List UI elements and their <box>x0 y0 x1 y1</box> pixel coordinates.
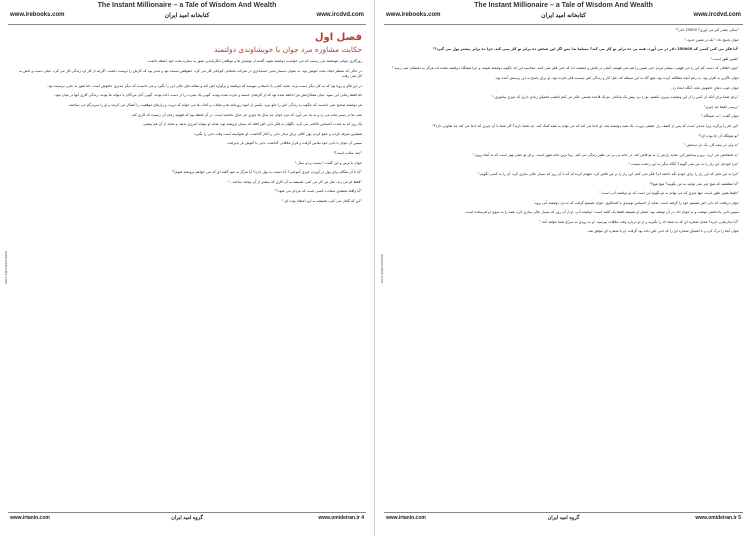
paragraph: جوان با ترس و لرز گفت: "بیست و دو سال." <box>294 160 362 165</box>
paragraph: جوان آنجا را ترک کرد و با اشتیاق شماره ای را که دایی اش داده بود گرفت. او با شماره ای موفق شد. <box>587 229 739 234</box>
footer-link-left[interactable]: www.irtanin.com <box>386 515 426 521</box>
paragraph: در این فکر و رویا بود که به کار دیگر دست بزند. شاید کتابی یا داستانی بنویسد که دولتمند و پرآوازه اش کند و نشانه های مالی این را بگیرد و می دانست که دیگر مدیری خاموش است. اما هنوز به جایی نرسیده بود. <box>47 83 362 88</box>
footer-group-name: گروه امید ایران <box>547 515 580 521</box>
paragraph: "فقط ام می زند، مثل هر کار می کنی، همیشه به آن کاری که بیشتر از آن پیچاند ساخته..." <box>227 179 362 184</box>
footer-group-name: گروه امید ایران <box>171 515 203 521</box>
paragraph: "به امتحانش می ارزد. برو و پیدایش کن. شاید رازش را به تو فاش کند. در خانه بی بی تی نظیر زندگی می کند. زیبا ترین خانه شهر است. برای تو خیلی بهتر است که به آنجا بروی." <box>472 152 739 157</box>
page-number: 4 <box>361 515 364 521</box>
paragraph: "چرا خودتان این راز را به من نمی گویید؟ آنگاه دیگر به این زحمت نیست." <box>628 162 739 167</box>
header-library-name: کتابخانه امید ایران <box>164 13 210 19</box>
paragraph: جوان پاسخ داد: "بله در همین حدود." <box>684 37 739 42</box>
paragraph: جوان ناگزیر به اقرار بود. به رغم آنچه مطالعه کرده بود، هیچ گاه به این مسئله که دلیل کار و زندگی اش چیست فکر نکرده بود. او برای پاسخ به این پرسش آمده بود. <box>494 75 739 80</box>
paragraph: روزگاری جوانی هوشمند می زیست که می خواست دولتمند شود، آکنده از ثومیدی ها و مواقعی انکارناپذیر، هنوز به ستاره بخت خود اعتقاد داشت. <box>146 59 362 63</box>
paragraph: جوان دریافت که دایی اش تصمیم خود را گرفته است. شاید از احساس نومیدی یا کنجکاوی، جوان تصمیم گرفت که به نزد دولتمند آنی برود. <box>533 200 739 205</box>
paragraph: "آیا مطمئنید که هیچ چیز نمی توانید به من بگویید؟ هیچ هیچ؟" <box>649 181 739 186</box>
paragraph: در حالی که منتظر ایجاد بخت خویش بود، به عنوان دستیار مدیر حسابداری در شرکت تبلیغاتی کوچکی کار می کرد. حقوقش بسنده بود و مدیر بود که کارش را دوست داشت. اگرچه از کار او، زندگی کار می کرد. خیلی دست و دلش به کار نمی رفت. <box>18 68 362 79</box>
paragraph: "مرا به این دلیل که این راز را برای خودم نگه داشته ام؟ فکر نمی کنم. این راز را بر من فاش کرد. تعهدم کرده ام که تا آن روز که بسیار عالی سازی کرد، آن را به کسی نگویم." <box>477 171 739 176</box>
paragraph: "آیا دیدارهایی دارید؟ همان شماره ای که به شما داد را بگیرید و از او درباره وقت ملاقات بپرسید. او به زودی به سراغ شما خواهد آمد." <box>539 219 739 224</box>
footer-right <box>695 515 741 521</box>
paragraph: "برای شما برای آنکه آن کس را از این وضعیت بیرون بکشم، تو را برد پیش یک بانکدار. تو یک قاعده هستی. فکر می کنم امشب اشتیاق زیادی داری که چیزی بیاموزی." <box>491 95 739 100</box>
header-link-right[interactable]: www.ircdvd.com <box>316 12 364 18</box>
paragraph: "سالی چقدر گیر می آوری؟ 25000 دلار؟" <box>675 28 739 32</box>
chapter-subtitle: حکایت مشاوره مرد جوان با خویشاوندی دولتمند <box>213 45 362 54</box>
footer-link-left[interactable]: www.irtanin.com <box>10 515 50 521</box>
paragraph: همچنین صرفه کردن و جمع کردن پول کافی برای دیدار دایی را کنار گذاشت. او نخواسته است وقت دایی را بگیرد. <box>193 131 362 136</box>
page-header <box>0 0 374 26</box>
paragraph: "آیا فکر می کنی کسی که 250000 دلار در می آورد، همه بی ده برابر تو کار می کند؟ مسلما نه! پس اگر این شخص ده برابر تو کار نمی کند، چرا ده برابر بیشتر پول می گیرد؟" <box>432 47 739 52</box>
page-header <box>376 0 751 26</box>
header-link-left[interactable]: www.irebooks.com <box>386 12 441 18</box>
paragraph: "آیا تا آن هنگام برای پول در آوردن چیزی آموختی؟ آیا دستت به پول دارد؟ آیا هرگز به خود گفته ای که می خواهم ثروتمند شوم؟" <box>171 170 362 175</box>
header-link-right[interactable]: www.ircdvd.com <box>693 12 741 18</box>
header-library-name: کتابخانه امید ایران <box>541 13 586 19</box>
paragraph: "این که گمان می کنی، همیشه به این اعتقاد بوده ای." <box>281 198 362 203</box>
header-divider <box>8 24 366 25</box>
footer-link-right[interactable]: www.omideiran.ir <box>318 515 360 521</box>
paragraph: "تو هیچگاه آن جا بوده ای؟" <box>697 133 739 138</box>
paragraph: "نه ولی در نیمه کار، یک بار دیدمش." <box>683 143 739 148</box>
footer-divider <box>8 512 366 513</box>
page-footer <box>10 515 364 527</box>
paragraph: اما فقط رهایی این سود: میان همکارانش نیز احاطه شده بود که از کارشان خسته و دلزده شده بودند. گویی یک بعیرت را از دست داده بودند. گویی آنان مردگان یا دیوانه ها بودند. زندگی کاری آنها در میان نبود. <box>54 93 362 98</box>
side-watermark: www.ircdvd.com <box>380 253 385 283</box>
page-footer <box>386 515 741 527</box>
paragraph: یک روز که به شدت احساس ناکامی می کرد، ناگهان به فکر دایی اش افتاد که بسیار ثروتمند بود. شاید او بتواند اندرزی بدهد. و شاید از آن هم بیشتر. <box>142 122 362 127</box>
paragraph: "پرسی دقیقا چه چیزی" <box>703 104 739 109</box>
paragraph: "چون اتفاقی که دست کم این را می فهمی، بیشتر مردم حتی همین را هم نمی فهمند. آنقدر در تلاش و مشقت اند که حتی فکر نمی کنند. محاسبه این که چگونه دولتمند شوند، و چرا هیچگاه دولتمند نشده اند هرگز به ذهنشان نمی رسد." <box>391 66 739 71</box>
paragraph: "این نام را برگزید زیرا مدعی است که پس از کشف راز حقیقی ثروت، یک شبه دولتمند شد. او ادعا می کند که می تواند به همه کمک کند. چه شما دارید؟ کار شما با آن چیزی که ادعا می کند چه تفاوتی دارد؟" <box>432 123 739 128</box>
left-page <box>0 0 375 536</box>
page-body <box>390 28 739 508</box>
header-divider <box>384 24 743 25</box>
chapter-title: فصل اول <box>314 32 362 43</box>
paragraph: "دقیقا همین طور است. تنها چیزی که می توانم به تو بگویم این است که او دولتمند آنی است." <box>599 191 739 196</box>
header-link-left[interactable]: www.irebooks.com <box>10 12 65 18</box>
footer-right <box>318 515 364 521</box>
paragraph: "آیا واقعا معتقدی سعادت کسی است که مردان می شود؟" <box>274 189 362 194</box>
book-title: The Instant Millionaire – a Tale of Wisdom And Wealth <box>474 2 653 9</box>
footer-link-right[interactable]: www.omideiran.ir <box>695 515 737 521</box>
paragraph: جوان گفت: "به، هیچگاه." <box>700 114 739 119</box>
right-page <box>376 0 751 536</box>
book-title: The Instant Millionaire – a Tale of Wisdom And Wealth <box>97 2 277 9</box>
paragraph: "چند سالت است؟" <box>333 150 362 155</box>
page-body <box>14 28 362 508</box>
paragraph: شب ها در بستر غلت می زد و به یاد می آورد که مرد جوان چه سال ها چیزی جز خیال نداشته است. در آن لحظه بود که فهمید زمان آن رسیده که کاری کند. <box>130 112 362 117</box>
page-number: 5 <box>738 515 741 521</box>
paragraph: هر دولتمند صحیح نمی دانست که چگونه به زندگی اش را جلو ببرد. یکسر از انبوه روزنامه ها و مجلات و کتاب ها می خواند که ثروت و رازهای موفقیت را آشکار می کردند و او را سردرگم می ساختند. <box>68 102 362 107</box>
paragraph: "همین طور است." <box>710 56 739 61</box>
paragraph: سپس آن جوان با دایی خود تماس گرفت و قرار ملاقاتی گذاشت. دایی با آغوش باز پذیرفت. <box>226 141 362 146</box>
paragraph: سپس دایی یادداشتی نوشت و به جوان داد. در آن نوشته بود: شمار او همیشه فقط یک کلمه است: دولتمند آنی. او از آن روز که بسیار عالی سازی کرد، همه را به سوی او فرستاده است. <box>464 210 739 215</box>
side-watermark: www.irebooks.com <box>4 251 9 285</box>
footer-divider <box>384 512 743 513</box>
paragraph: جوان خوب دعای خاموش ماند. آنگاه ایجاد زد. <box>671 85 739 90</box>
